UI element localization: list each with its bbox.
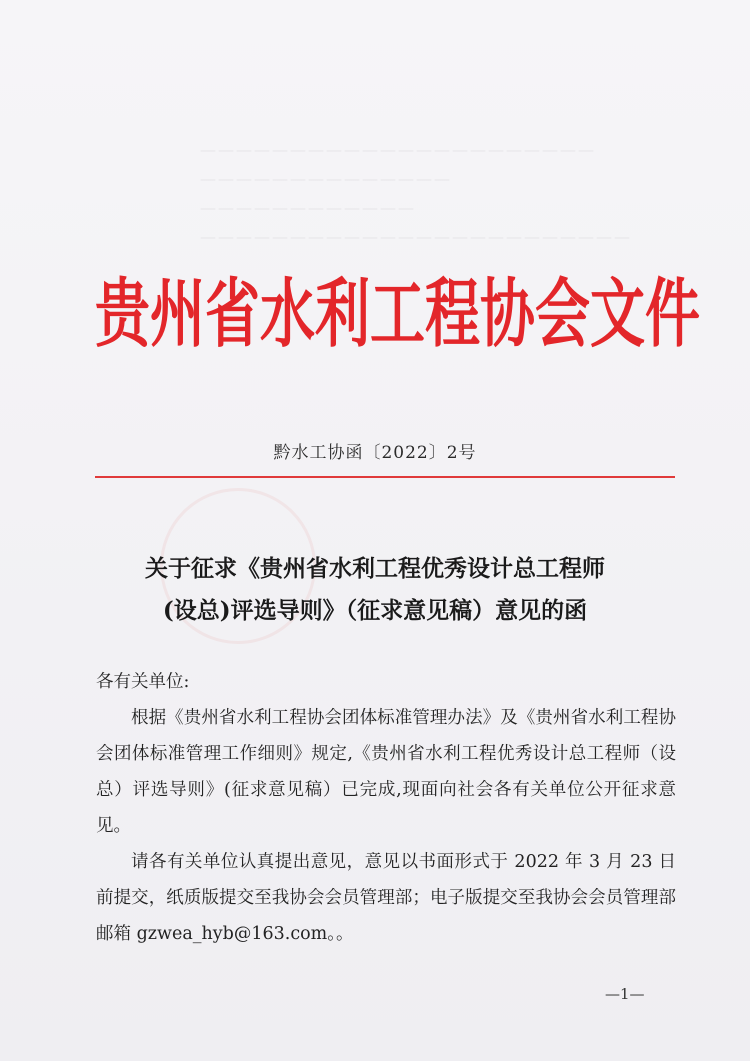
page-number: —1— [605,985,645,1003]
letter-body [96,664,676,952]
title-line-2: (设总)评选导则》（征求意见稿）意见的函 [162,597,588,624]
title-line-1: 关于征求《贵州省水利工程优秀设计总工程师 [145,555,605,582]
salutation: 各有关单位: [96,672,190,692]
bleed-through-text: —————————————————————— —————————————— ———————————— ———————————————————————— [200,140,632,246]
body-paragraph-1: 根据《贵州省水利工程协会团体标准管理办法》及《贵州省水利工程协会团体标准管理工作细则》规定,《贵州省水利工程优秀设计总工程师（设总）评选导则》(征求意见稿）已完成,现面向社会各有关单位公开征求意见。 [96,708,676,836]
document-masthead: 贵州省水利工程协会文件 [95,269,701,357]
red-divider-line [95,476,675,478]
body-paragraph-2: 请各有关单位认真提出意见，意见以书面形式于 2022 年 3 月 23 日前提交，纸质版提交至我协会会员管理部；电子版提交至我协会会员管理部邮箱 gzwea_hyb@163.com。。 [96,852,676,944]
letter-title [60,548,690,632]
document-number: 黔水工协函〔2022〕2号 [273,443,477,463]
